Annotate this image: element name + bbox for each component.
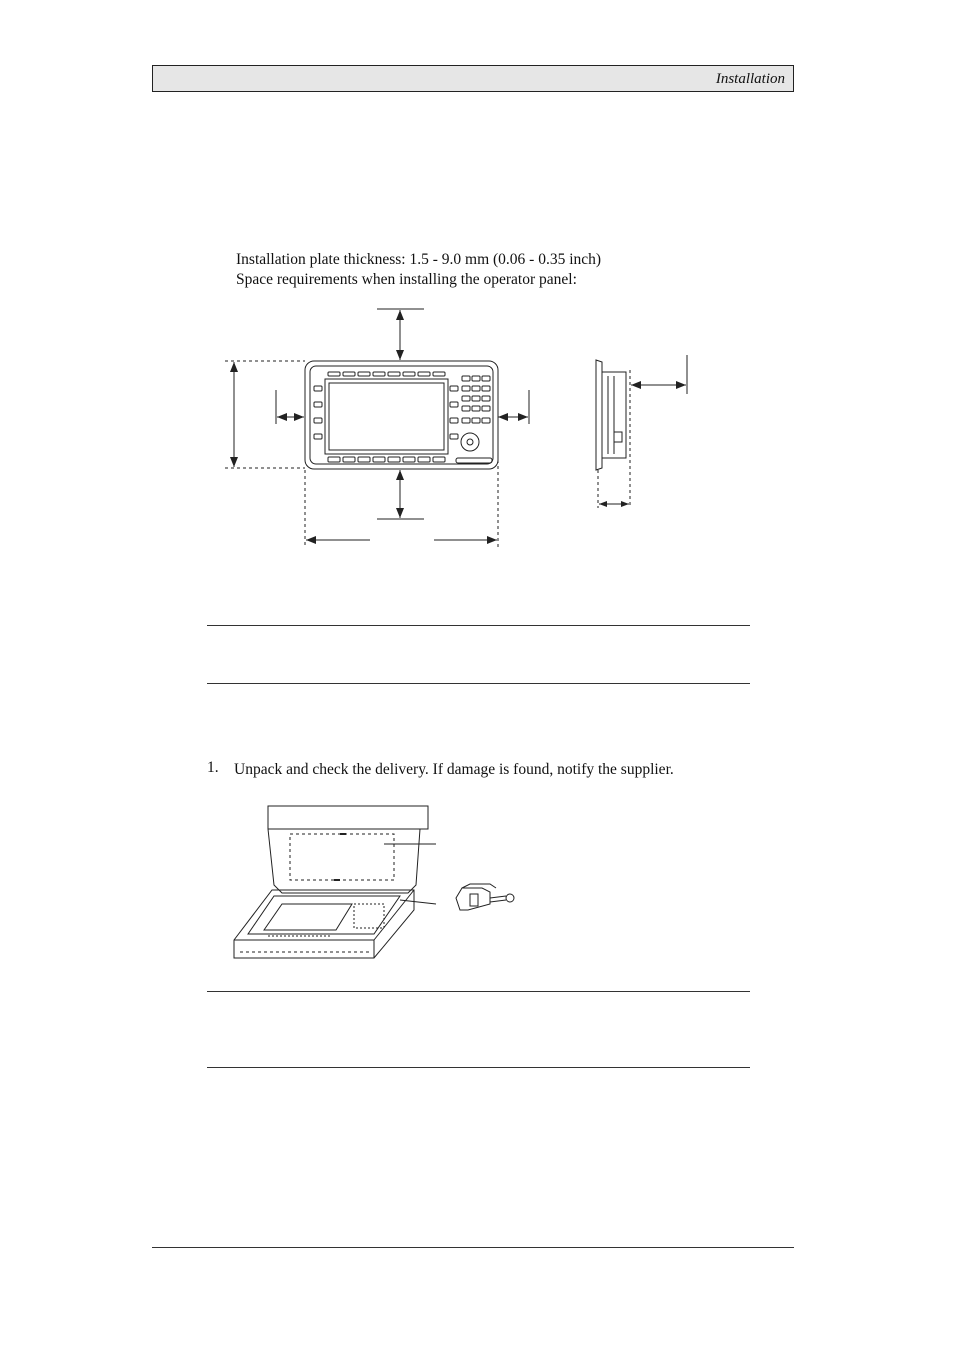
step-number: 1. <box>207 759 219 776</box>
note-box2-top-rule <box>207 991 750 992</box>
step-text: Unpack and check the delivery. If damage is found, notify the supplier. <box>234 761 674 778</box>
note-box-bottom-rule <box>207 683 750 684</box>
page-header <box>152 65 794 92</box>
footer-rule <box>152 1247 794 1248</box>
note-box-top-rule <box>207 625 750 626</box>
section-title: Installation <box>715 71 785 87</box>
note-box2-bottom-rule <box>207 1067 750 1068</box>
plate-thickness-text: Installation plate thickness: 1.5 - 9.0 mm (0.06 - 0.35 inch) <box>236 251 602 268</box>
space-requirements-text: Space requirements when installing the operator panel: <box>236 271 577 288</box>
